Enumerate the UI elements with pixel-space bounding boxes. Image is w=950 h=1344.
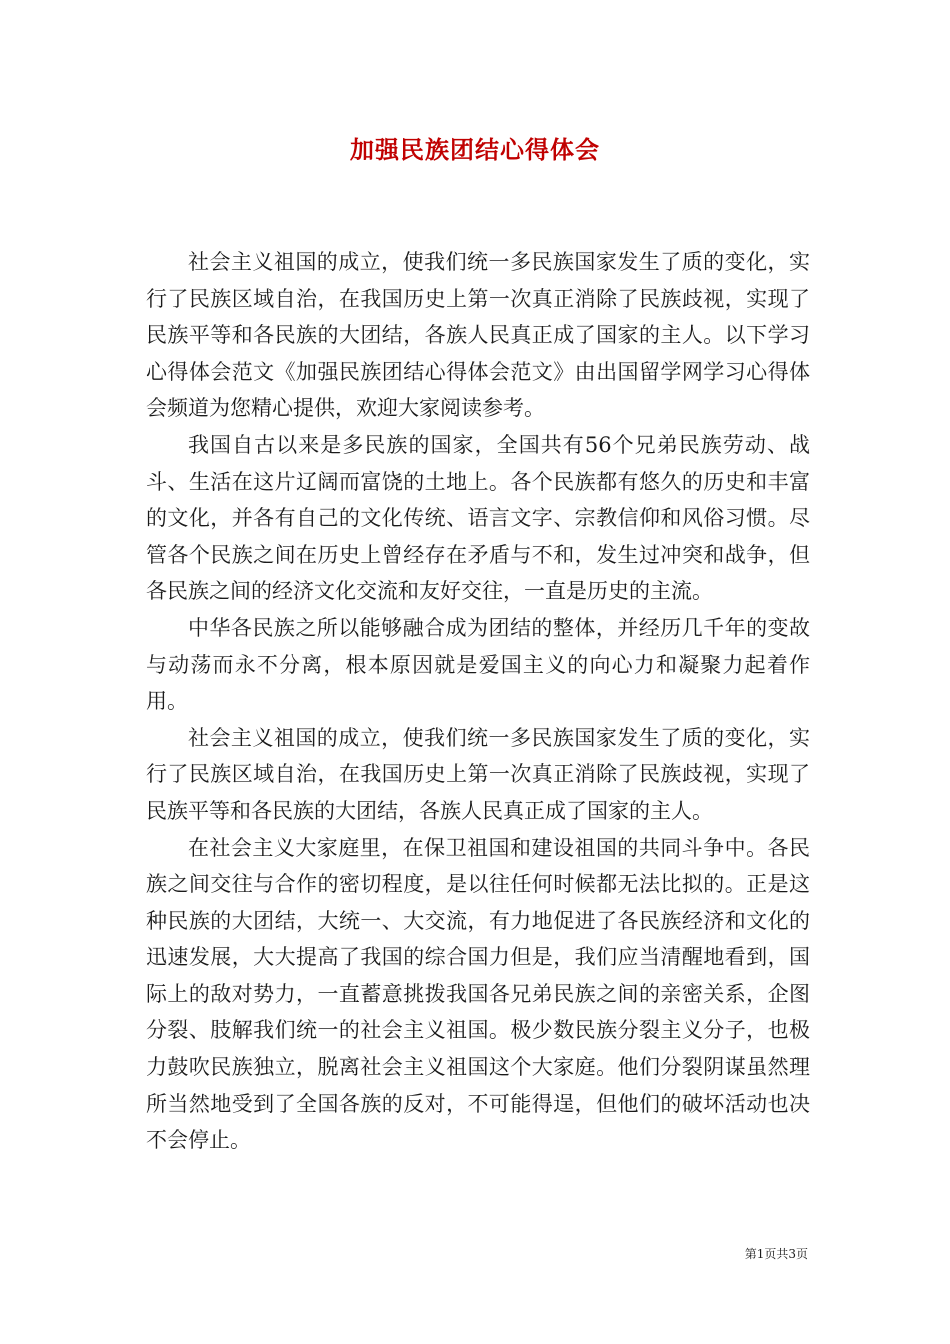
paragraph-1: 社会主义祖国的成立，使我们统一多民族国家发生了质的变化，实行了民族区域自治，在我国历史上第一次真正消除了民族歧视，实现了民族平等和各民族的大团结，各族人民真正成了国家的主人。以下学习心得体会范文《加强民族团结心得体会范文》由出国留学网学习心得体会频道为您精心提供，欢迎大家阅读参考。 — [146, 250, 810, 421]
page-number-indicator: 第1页共3页 — [744, 1247, 808, 1261]
paragraph-2: 我国自古以来是多民族的国家，全国共有56个兄弟民族劳动、战斗、生活在这片辽阔而富饶的土地上。各个民族都有悠久的历史和丰富的文化，并各有自己的文化传统、语言文字、宗教信仰和风俗习惯。尽管各个民族之间在历史上曾经存在矛盾与不和，发生过冲突和战争，但各民族之间的经济文化交流和友好交往，一直是历史的主流。 — [146, 432, 810, 604]
document-body — [146, 244, 810, 1159]
paragraph-5: 在社会主义大家庭里，在保卫祖国和建设祖国的共同斗争中。各民族之间交往与合作的密切程度，是以往任何时候都无法比拟的。正是这种民族的大团结，大统一、大交流，有力地促进了各民族经济和文化的迅速发展，大大提高了我国的综合国力但是，我们应当清醒地看到，国际上的敌对势力，一直蓄意挑拨我国各兄弟民族之间的亲密关系，企图分裂、肢解我们统一的社会主义祖国。极少数民族分裂主义分子，也极力鼓吹民族独立，脱离社会主义祖国这个大家庭。他们分裂阴谋虽然理所当然地受到了全国各族的反对，不可能得逞，但他们的破坏活动也决不会停止。 — [146, 835, 810, 1153]
paragraph-4: 社会主义祖国的成立，使我们统一多民族国家发生了质的变化，实行了民族区域自治，在我国历史上第一次真正消除了民族歧视，实现了民族平等和各民族的大团结，各族人民真正成了国家的主人。 — [146, 725, 810, 823]
page-title: 加强民族团结心得体会 — [350, 135, 600, 164]
paragraph-3: 中华各民族之所以能够融合成为团结的整体，并经历几千年的变故与动荡而永不分离，根本原因就是爱国主义的向心力和凝聚力起着作用。 — [146, 615, 810, 714]
